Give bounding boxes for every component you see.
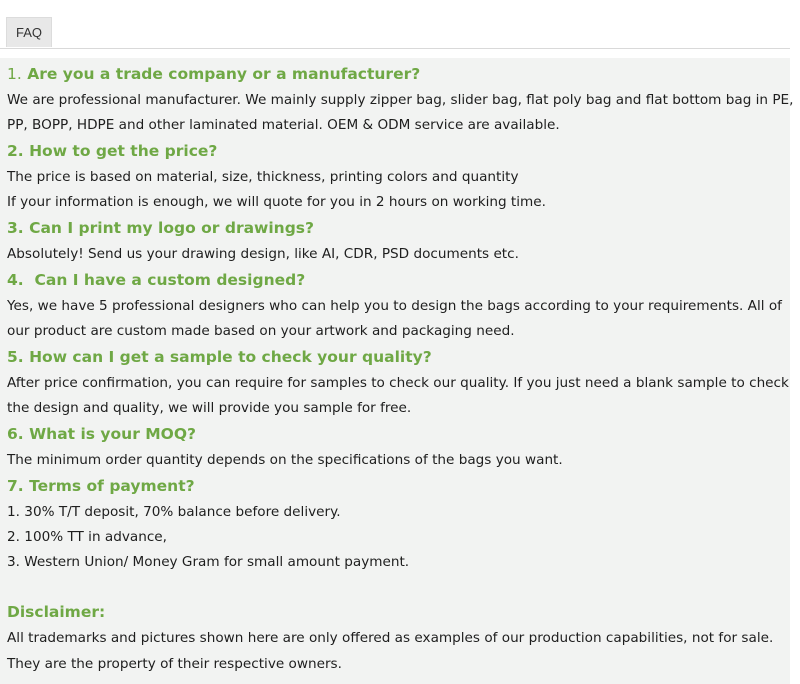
faq-answer-line: If your information is enough, we will quote for you in 2 hours on working time. bbox=[7, 194, 546, 210]
faq-answer-line: Absolutely! Send us your drawing design, like AI, CDR, PSD documents etc. bbox=[7, 246, 519, 262]
faq-question-number: 1. bbox=[7, 65, 22, 83]
tab-bar bbox=[0, 0, 790, 49]
faq-content bbox=[0, 58, 794, 684]
disclaimer-line: All trademarks and pictures shown here are only offered as examples of our production capabilities, not for sale. bbox=[7, 630, 774, 646]
faq-question-number: 5. bbox=[7, 348, 24, 366]
faq-question-6 bbox=[7, 422, 196, 447]
faq-question-2 bbox=[7, 139, 217, 164]
disclaimer-line: They are the property of their respective owners. bbox=[7, 656, 342, 672]
faq-answer-line: After price confirmation, you can require for samples to check our quality. If you just need a blank sample to check bbox=[7, 375, 789, 391]
faq-question-number: 2. bbox=[7, 142, 24, 160]
faq-question-4 bbox=[7, 268, 305, 293]
faq-question-7 bbox=[7, 474, 195, 499]
faq-question-number: 4. bbox=[7, 271, 24, 289]
faq-answer-line: 3. Western Union/ Money Gram for small amount payment. bbox=[7, 554, 410, 570]
faq-answer-line: 2. 100% TT in advance, bbox=[7, 529, 167, 545]
faq-answer-line: the design and quality, we will provide you sample for free. bbox=[7, 400, 412, 416]
faq-question-number: 3. bbox=[7, 219, 24, 237]
faq-answer-line: our product are custom made based on your artwork and packaging need. bbox=[7, 323, 515, 339]
faq-answer-line: PP, BOPP, HDPE and other laminated material. OEM & ODM service are available. bbox=[7, 117, 560, 133]
faq-question-number: 7. bbox=[7, 477, 24, 495]
faq-answer-line: The minimum order quantity depends on the specifications of the bags you want. bbox=[7, 452, 563, 468]
faq-question-text: Can I print my logo or drawings? bbox=[23, 219, 315, 237]
faq-question-text: Can I have a custom designed? bbox=[23, 271, 306, 289]
faq-answer-line: We are professional manufacturer. We mainly supply zipper bag, slider bag, flat poly bag and flat bottom bag in PE, bbox=[7, 92, 794, 108]
faq-answer-line: The price is based on material, size, thickness, printing colors and quantity bbox=[7, 169, 519, 185]
faq-answer-line: Yes, we have 5 professional designers who can help you to design the bags according to your requirements. All of bbox=[7, 298, 782, 314]
faq-question-text: How can I get a sample to check your quality? bbox=[23, 348, 432, 366]
faq-question-5 bbox=[7, 345, 432, 370]
faq-question-text: What is your MOQ? bbox=[23, 425, 197, 443]
tab-faq[interactable]: FAQ bbox=[6, 17, 52, 47]
faq-question-text: How to get the price? bbox=[23, 142, 218, 160]
faq-question-3 bbox=[7, 216, 314, 241]
disclaimer-heading: Disclaimer: bbox=[7, 603, 106, 621]
faq-question-text: Terms of payment? bbox=[23, 477, 195, 495]
faq-answer-line: 1. 30% T/T deposit, 70% balance before delivery. bbox=[7, 504, 341, 520]
faq-question-number: 6. bbox=[7, 425, 24, 443]
faq-question-1 bbox=[7, 62, 420, 87]
faq-question-text: Are you a trade company or a manufacturer? bbox=[21, 65, 421, 83]
